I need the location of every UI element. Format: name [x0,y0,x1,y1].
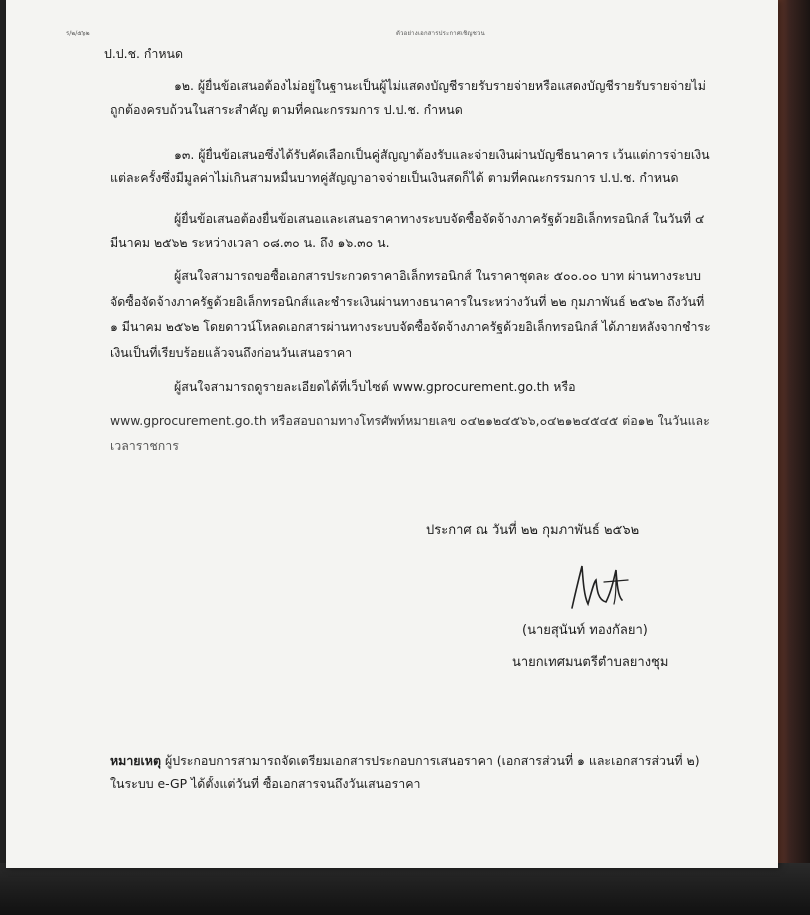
page-reference: ร/๒/๕๖๒ [66,30,90,37]
document-page [6,0,778,868]
announce-date: ประกาศ ณ วันที่ ๒๒ กุมภาพันธ์ ๒๕๖๒ [426,523,640,538]
signer-name: (นายสุนันท์ ทองกัลยา) [522,623,648,638]
handwritten-signature [566,560,636,616]
body-line-14: เวลาราชการ [110,438,179,453]
note-text-1: ผู้ประกอบการสามารถจัดเตรียมเอกสารประกอบการเสนอราคา (เอกสารส่วนที่ ๑ และเอกสารส่วนที่ ๒) [164,753,700,768]
background-edge-right [776,0,810,915]
signer-position: นายกเทศมนตรีตำบลยางชุม [512,655,669,670]
body-line-4: ๑๓. ผู้ยื่นข้อเสนอซึ่งได้รับคัดเลือกเป็นคู่สัญญาต้องรับและจ่ายเงินผ่านบัญชีธนาคาร เว้นแต่การจ่ายเงิน [174,147,710,162]
body-line-13: www.gprocurement.go.th หรือสอบถามทางโทรศัพท์หมายเลข ๐๔๒๑๒๔๕๖๖,๐๔๒๑๒๔๕๔๕ ต่อ๑๒ ในวันและ [110,413,710,428]
body-line-5: แต่ละครั้งซึ่งมีมูลค่าไม่เกินสามหมื่นบาทคู่สัญญาอาจจ่ายเป็นเงินสดก็ได้ ตามที่คณะกรรมการ ป.ป.ช. กำหนด [110,170,679,185]
body-line-6: ผู้ยื่นข้อเสนอต้องยื่นข้อเสนอและเสนอราคาทางระบบจัดซื้อจัดจ้างภาครัฐด้วยอิเล็กทรอนิกส์ ในวันที่ ๔ [174,211,705,226]
body-line-9: จัดซื้อจัดจ้างภาครัฐด้วยอิเล็กทรอนิกส์และชำระเงินผ่านทางธนาคารในระหว่างวันที่ ๒๒ กุมภาพันธ์ ๒๕๖๒ ถึงวันที่ [110,294,705,309]
body-line-7: มีนาคม ๒๕๖๒ ระหว่างเวลา ๐๘.๓๐ น. ถึง ๑๖.๓๐ น. [110,235,390,250]
note-line-2: ในระบบ e-GP ได้ตั้งแต่วันที่ ซื้อเอกสารจนถึงวันเสนอราคา [110,776,421,791]
body-line-11: เงินเป็นที่เรียบร้อยแล้วจนถึงก่อนวันเสนอราคา [110,345,353,360]
note-label: หมายเหตุ [110,753,162,768]
body-line-3: ถูกต้องครบถ้วนในสาระสำคัญ ตามที่คณะกรรมการ ป.ป.ช. กำหนด [110,102,463,117]
body-line-12: ผู้สนใจสามารถดูรายละเอียดได้ที่เว็บไซต์ www.gprocurement.go.th หรือ [174,379,576,394]
body-line-2: ๑๒. ผู้ยื่นข้อเสนอต้องไม่อยู่ในฐานะเป็นผู้ไม่แสดงบัญชีรายรับรายจ่ายหรือแสดงบัญชีรายรับรายจ่ายไม่ [174,78,706,93]
note-line-1 [110,753,750,769]
body-line-1: ป.ป.ช. กำหนด [104,46,184,61]
body-line-10: ๑ มีนาคม ๒๕๖๒ โดยดาวน์โหลดเอกสารผ่านทางระบบจัดซื้อจัดจ้างภาครัฐด้วยอิเล็กทรอนิกส์ ได้ภายหลังจากชำระ [110,319,711,334]
background-edge-bottom [0,863,810,915]
body-line-8: ผู้สนใจสามารถขอซื้อเอกสารประกวดราคาอิเล็กทรอนิกส์ ในราคาชุดละ ๕๐๐.๐๐ บาท ผ่านทางระบบ [174,268,701,283]
document-header: ตัวอย่างเอกสารประกาศเชิญชวน [396,30,485,37]
